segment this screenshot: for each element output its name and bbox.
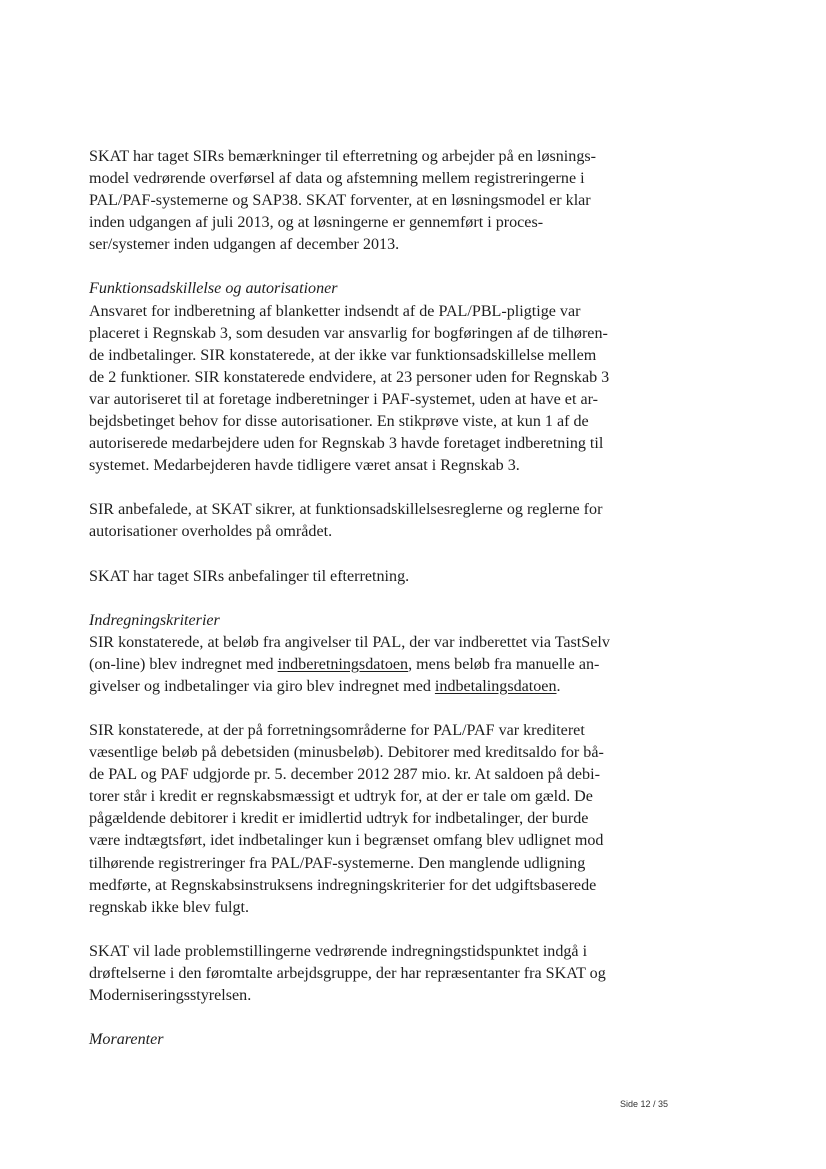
text-line: være indtægtsført, idet indbetalinger kun i begrænset omfang blev udlignet mod: [89, 832, 604, 850]
text-line: de PAL og PAF udgjorde pr. 5. december 2012 287 mio. kr. At saldoen på debi-: [89, 766, 600, 784]
section-heading: Funktionsadskillelse og autorisationer: [89, 280, 338, 298]
text-line: regnskab ikke blev fulgt.: [89, 898, 250, 916]
text-line: autorisationer overholdes på området.: [89, 523, 333, 541]
text-run: , mens beløb fra manuelle an-: [408, 655, 600, 673]
paragraph-skat-response-3: [89, 941, 629, 1007]
text-line: SIR anbefalede, at SKAT sikrer, at funktionsadskillelsesreglerne og reglerne for: [89, 501, 603, 519]
text-line: Ansvaret for indberetning af blanketter indsendt af de PAL/PBL-pligtige var: [89, 302, 581, 320]
text-line: torer står i kredit er regnskabsmæssigt et udtryk for, at der er tale om gæld. De: [89, 788, 593, 806]
text-line: de indbetalinger. SIR konstaterede, at der ikke var funktionsadskillelse mellem: [89, 346, 597, 364]
text-line: PAL/PAF-systemerne og SAP38. SKAT forventer, at en løsningsmodel er klar: [89, 192, 591, 210]
paragraph-skat-response-2: [89, 566, 629, 588]
paragraph-sir-recommendation: [89, 499, 629, 543]
text-line: placeret i Regnskab 3, som desuden var ansvarlig for bogføringen af de tilhøren-: [89, 324, 608, 342]
section-funktionsadskillelse: [89, 278, 629, 477]
text-line: Moderniseringsstyrelsen.: [89, 987, 252, 1004]
text-line: model vedrørende overførsel af data og afstemning mellem registreringerne i: [89, 170, 585, 188]
section-heading: Indregningskriterier: [89, 611, 220, 629]
page-number: Side 12 / 35: [620, 1099, 669, 1109]
text-line: ser/systemer inden udgangen af december 2013.: [89, 236, 400, 254]
text-line: væsentlige beløb på debetsiden (minusbeløb). Debitorer med kreditsaldo for bå-: [89, 744, 604, 762]
text-line: SKAT vil lade problemstillingerne vedrørende indregningstidspunktet indgå i: [89, 942, 588, 960]
text-run: .: [556, 677, 561, 695]
text-line: tilhørende registreringer fra PAL/PAF-systemerne. Den manglende udligning: [89, 854, 586, 872]
text-line: SIR konstaterede, at der på forretningsområderne for PAL/PAF var krediteret: [89, 721, 585, 739]
section-heading: Morarenter: [89, 1031, 164, 1049]
text-line: [89, 676, 629, 698]
text-line: var autoriseret til at foretage indberetninger i PAF-systemet, uden at have et ar-: [89, 390, 598, 408]
text-line: pågældende debitorer i kredit er imidlertid udtryk for indbetalinger, der burde: [89, 810, 589, 828]
section-indregningskriterier: [89, 610, 629, 698]
text-run: (on-line) blev indregnet med: [89, 655, 278, 673]
paragraph-skat-response-1: [89, 146, 629, 256]
text-line: inden udgangen af juli 2013, og at løsningerne er gennemført i proces-: [89, 214, 544, 232]
text-line: medførte, at Regnskabsinstruksens indregningskriterier for det udgiftsbaserede: [89, 876, 597, 894]
text-line: de 2 funktioner. SIR konstaterede endvidere, at 23 personer uden for Regnskab 3: [89, 368, 610, 386]
document-body: [89, 146, 629, 1051]
underlined-term: indbetalingsdatoen: [434, 677, 557, 695]
paragraph-kreditsaldo: [89, 720, 629, 919]
text-run: givelser og indbetalinger via giro blev indregnet med: [89, 677, 435, 695]
text-line: drøftelserne i den føromtalte arbejdsgruppe, der har repræsentanter fra SKAT og: [89, 964, 606, 982]
text-line: [89, 654, 629, 676]
text-line: bejdsbetinget behov for disse autorisationer. En stikprøve viste, at kun 1 af de: [89, 413, 589, 431]
text-line: SIR konstaterede, at beløb fra angivelser til PAL, der var indberettet via TastSelv: [89, 633, 610, 651]
text-line: SKAT har taget SIRs bemærkninger til efterretning og arbejder på en løsnings-: [89, 148, 596, 165]
text-line: SKAT har taget SIRs anbefalinger til efterretning.: [89, 567, 410, 585]
text-line: autoriserede medarbejdere uden for Regnskab 3 havde foretaget indberetning til: [89, 435, 604, 453]
section-morarenter: [89, 1029, 629, 1051]
text-line: systemet. Medarbejderen havde tidligere været ansat i Regnskab 3.: [89, 457, 520, 475]
underlined-term: indberetningsdatoen: [277, 655, 409, 673]
